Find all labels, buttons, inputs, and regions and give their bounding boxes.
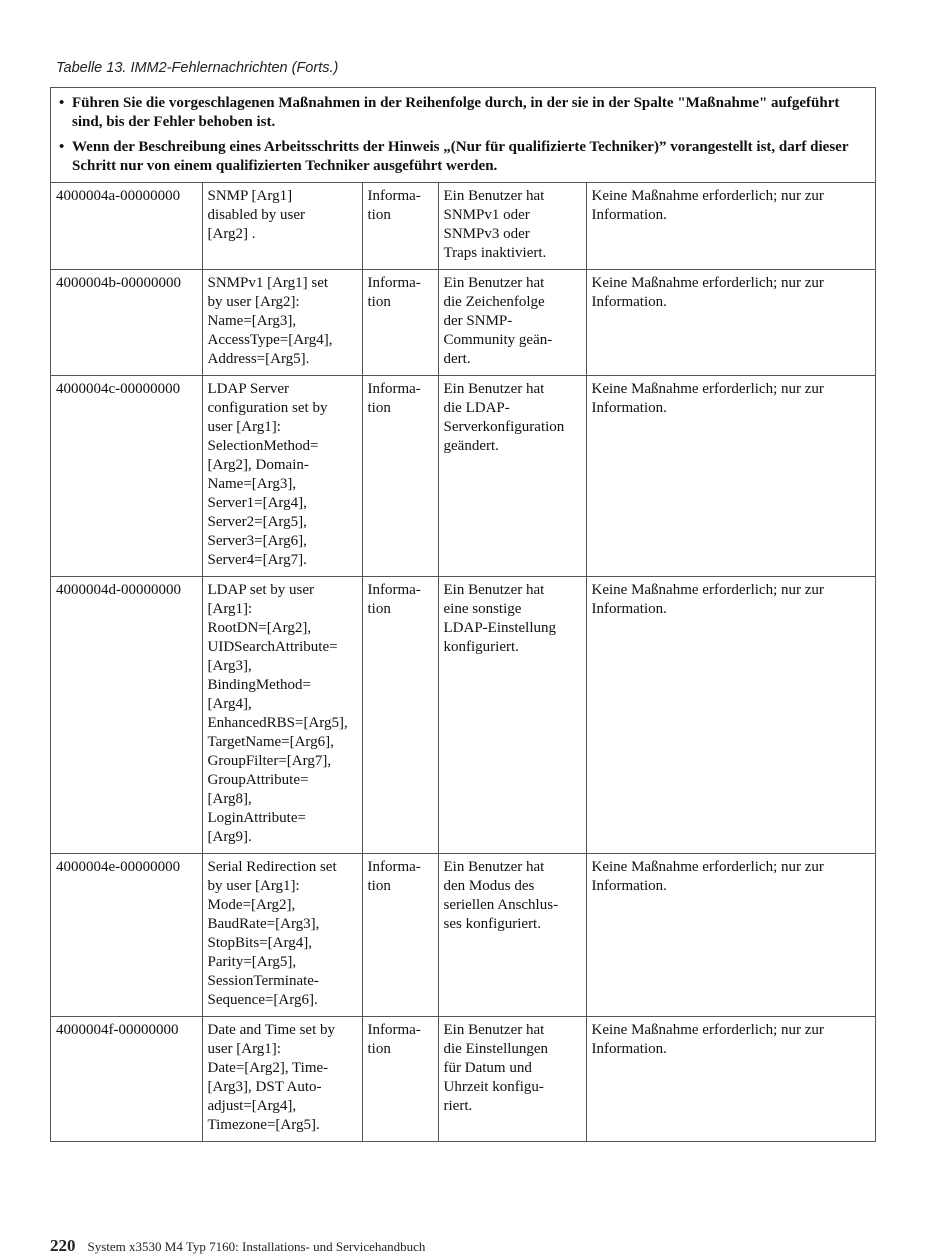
explanation: Ein Benutzer hat die LDAP- Serverkonfiguration geändert. — [438, 376, 586, 577]
error-messages-table — [50, 87, 876, 1142]
explanation: Ein Benutzer hat den Modus des seriellen Anschlus- ses konfiguriert. — [438, 854, 586, 1017]
severity: Informa- tion — [362, 577, 438, 854]
explanation: Ein Benutzer hat die Zeichenfolge der SNMP- Community geän- dert. — [438, 270, 586, 376]
message-text: SNMPv1 [Arg1] set by user [Arg2]: Name=[Arg3], AccessType=[Arg4], Address=[Arg5]. — [202, 270, 362, 376]
message-text: LDAP Server configuration set by user [Arg1]: SelectionMethod= [Arg2], Domain- Name=[Arg3], Server1=[Arg4], Server2=[Arg5], Server3=[Arg6], Server4=[Arg7]. — [202, 376, 362, 577]
table-notes — [51, 88, 875, 182]
message-text: SNMP [Arg1] disabled by user [Arg2] . — [202, 183, 362, 270]
explanation: Ein Benutzer hat eine sonstige LDAP-Einstellung konfiguriert. — [438, 577, 586, 854]
user-action: Keine Maßnahme erforderlich; nur zur Information. — [586, 376, 875, 577]
message-id: 4000004b-00000000 — [51, 270, 202, 376]
table-row — [51, 577, 875, 854]
user-action: Keine Maßnahme erforderlich; nur zur Information. — [586, 1017, 875, 1142]
messages-table — [51, 182, 875, 1141]
note-text: Führen Sie die vorgeschlagenen Maßnahmen in der Reihenfolge durch, in der sie in der Spalte "Maßnahme" aufgeführt sind, bis der Fehler behoben ist. — [72, 95, 840, 130]
note-item — [59, 94, 865, 132]
message-id: 4000004e-00000000 — [51, 854, 202, 1017]
severity: Informa- tion — [362, 1017, 438, 1142]
page-footer — [50, 1236, 425, 1256]
explanation: Ein Benutzer hat die Einstellungen für Datum und Uhrzeit konfigu- riert. — [438, 1017, 586, 1142]
message-text: Date and Time set by user [Arg1]: Date=[Arg2], Time- [Arg3], DST Auto- adjust=[Arg4], Timezone=[Arg5]. — [202, 1017, 362, 1142]
user-action: Keine Maßnahme erforderlich; nur zur Information. — [586, 577, 875, 854]
note-item — [59, 138, 865, 176]
message-id: 4000004d-00000000 — [51, 577, 202, 854]
severity: Informa- tion — [362, 854, 438, 1017]
explanation: Ein Benutzer hat SNMPv1 oder SNMPv3 oder Traps inaktiviert. — [438, 183, 586, 270]
table-row — [51, 1017, 875, 1142]
message-id: 4000004c-00000000 — [51, 376, 202, 577]
user-action: Keine Maßnahme erforderlich; nur zur Information. — [586, 854, 875, 1017]
table-row — [51, 376, 875, 577]
table-row — [51, 854, 875, 1017]
severity: Informa- tion — [362, 270, 438, 376]
severity: Informa- tion — [362, 376, 438, 577]
message-text: LDAP set by user [Arg1]: RootDN=[Arg2], UIDSearchAttribute= [Arg3], BindingMethod= [Arg4], EnhancedRBS=[Arg5], TargetName=[Arg6], GroupFilter=[Arg7], GroupAttribute= [Arg8], LoginAttribute= [Arg9]. — [202, 577, 362, 854]
message-id: 4000004f-00000000 — [51, 1017, 202, 1142]
footer-title: System x3530 M4 Typ 7160: Installations- und Servicehandbuch — [87, 1239, 426, 1254]
table-row — [51, 183, 875, 270]
message-text: Serial Redirection set by user [Arg1]: Mode=[Arg2], BaudRate=[Arg3], StopBits=[Arg4], Parity=[Arg5], SessionTerminate- Sequence=[Arg6]. — [202, 854, 362, 1017]
bullet-icon: • — [59, 139, 65, 155]
page-number: 220 — [50, 1236, 76, 1255]
user-action: Keine Maßnahme erforderlich; nur zur Information. — [586, 183, 875, 270]
bullet-icon: • — [59, 95, 65, 111]
severity: Informa- tion — [362, 183, 438, 270]
table-caption: Tabelle 13. IMM2-Fehlernachrichten (Forts.) — [56, 60, 339, 76]
note-text: Wenn der Beschreibung eines Arbeitsschritts der Hinweis „(Nur für qualifizierte Techniker)” vorangestellt ist, darf dieser Schritt nur von einem qualifizierten Techniker ausgeführt werden. — [72, 139, 849, 174]
user-action: Keine Maßnahme erforderlich; nur zur Information. — [586, 270, 875, 376]
message-id: 4000004a-00000000 — [56, 188, 181, 204]
table-row — [51, 270, 875, 376]
